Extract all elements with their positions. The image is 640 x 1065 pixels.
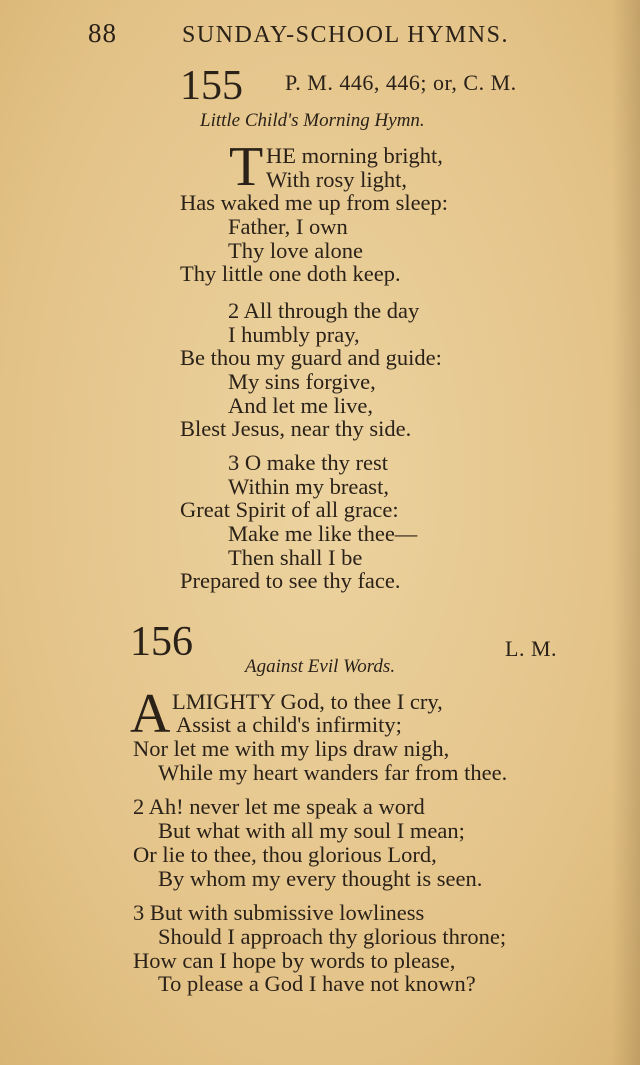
page-edge-shadow xyxy=(612,0,640,1065)
hymn-155-line: Has waked me up from sleep: xyxy=(180,190,449,215)
hymn-155-line: Blest Jesus, near thy side. xyxy=(180,416,412,441)
hymn-155-title: Little Child's Morning Hymn. xyxy=(200,110,425,131)
hymn-156-meter: L. M. xyxy=(505,636,557,661)
hymn-155-line: Thy little one doth keep. xyxy=(180,261,401,286)
page-number: 88 xyxy=(88,18,117,48)
hymn-156-line: By whom my every thought is seen. xyxy=(158,866,483,891)
hymn-155-line: Make me like thee— xyxy=(228,521,418,546)
hymn-155-meter: P. M. 446, 446; or, C. M. xyxy=(285,70,517,95)
hymn-155-number: 155 xyxy=(180,63,243,109)
hymn-156-line: How can I hope by words to please, xyxy=(133,948,456,973)
hymn-156-line: Assist a child's infirmity; xyxy=(176,712,402,737)
hymn-156-line: To please a God I have not known? xyxy=(158,971,476,996)
hymn-156-line: Nor let me with my lips draw nigh, xyxy=(133,736,450,761)
hymn-156-line: 3 But with submissive lowliness xyxy=(133,900,425,925)
hymn-155-line-1: HE morning bright, xyxy=(266,143,443,168)
hymn-155-line: With rosy light, xyxy=(266,167,407,192)
hymn-155-line: And let me live, xyxy=(228,393,373,418)
hymn-156-line: But what with all my soul I mean; xyxy=(158,818,465,843)
hymn-156-line: 2 Ah! never let me speak a word xyxy=(133,794,425,819)
hymn-155-line: Then shall I be xyxy=(228,545,363,570)
hymn-156-title: Against Evil Words. xyxy=(245,656,396,677)
hymn-155-line: Great Spirit of all grace: xyxy=(180,497,399,522)
hymn-156-line: Or lie to thee, thou glorious Lord, xyxy=(133,842,437,867)
hymn-155-line: 2 All through the day xyxy=(228,298,420,323)
hymn-155-line: Be thou my guard and guide: xyxy=(180,345,442,370)
hymn-156-line: While my heart wanders far from thee. xyxy=(158,760,508,785)
hymn-156-number: 156 xyxy=(130,619,193,665)
hymn-155-dropcap: T xyxy=(229,136,264,198)
hymn-156-line-1: LMIGHTY God, to thee I cry, xyxy=(172,689,443,714)
running-title: SUNDAY-SCHOOL HYMNS. xyxy=(182,22,509,48)
hymn-155-line: I humbly pray, xyxy=(228,322,360,347)
hymn-155-line: Prepared to see thy face. xyxy=(180,568,401,593)
hymn-155-line: Thy love alone xyxy=(228,238,363,263)
hymn-155-line: 3 O make thy rest xyxy=(228,450,388,475)
hymn-155-line: Father, I own xyxy=(228,214,348,239)
hymn-156-line: Should I approach thy glorious throne; xyxy=(158,924,507,949)
hymn-156-dropcap: A xyxy=(130,683,171,745)
hymn-155-line: Within my breast, xyxy=(228,474,389,499)
hymn-155-line: My sins forgive, xyxy=(228,369,376,394)
